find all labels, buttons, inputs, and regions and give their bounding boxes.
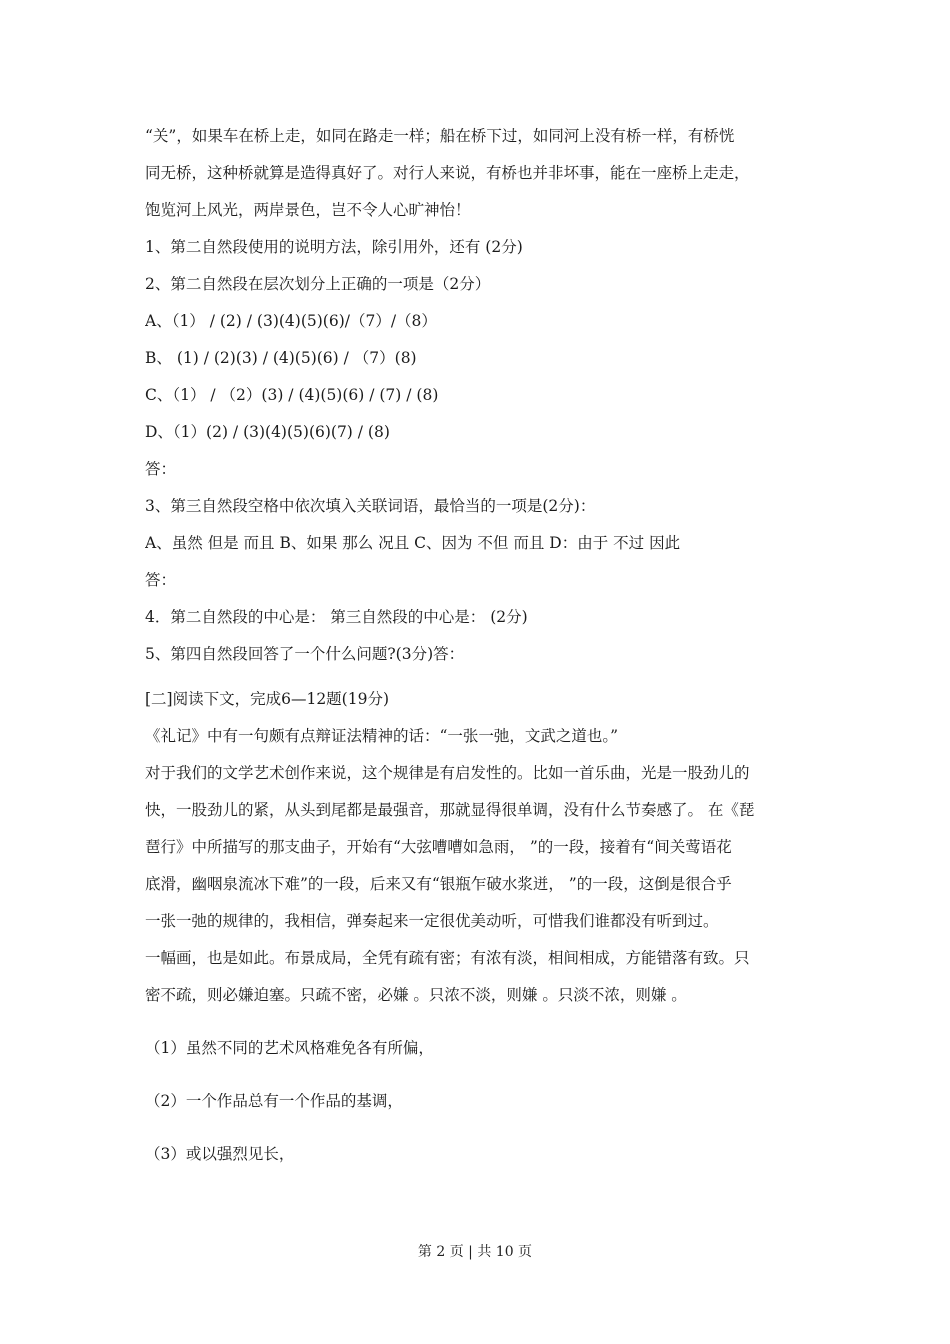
page-footer: 第 2 页 | 共 10 页: [417, 1244, 533, 1260]
section2-line-1: 《礼记》中有一句颇有点辩证法精神的话：“一张一弛，文武之道也。”: [145, 727, 619, 745]
question-1: 1、第二自然段使用的说明方法，除引用外，还有 (2分): [145, 238, 523, 256]
page-content: [145, 118, 810, 1173]
answer-label: 答：: [145, 460, 177, 478]
question-4: 4．第二自然段的中心是： 第三自然段的中心是： (2分): [145, 608, 528, 626]
passage1-line-2: 同无桥，这种桥就算是造得真好了。对行人来说，有桥也并非坏事，能在一座桥上走走，: [145, 164, 750, 182]
question-2-option-b: B、 (1) / (2)(3) / (4)(5)(6) / （7）(8): [145, 349, 417, 367]
question-2-option-d: D、（1）(2) / (3)(4)(5)(6)(7) / (8): [145, 423, 390, 441]
question-3-options: A、虽然 但是 而且 B、如果 那么 况且 C、因为 不但 而且 D：由于 不过 因此: [145, 534, 681, 552]
section2-para2-line-2: 快，一股劲儿的紧，从头到尾都是最强音，那就显得很单调，没有什么节奏感了。 在《琵: [145, 801, 755, 819]
section2-para2-line-3: 琶行》中所描写的那支曲子，开始有“大弦嘈嘈如急雨， ”的一段，接着有“间关莺语花: [145, 838, 732, 856]
spacer: [145, 673, 810, 681]
question-2-option-c: C、（1） / （2）(3) / (4)(5)(6) / (7) / (8): [145, 386, 439, 404]
question-3: 3、第三自然段空格中依次填入关联词语，最恰当的一项是(2分)：: [145, 497, 596, 515]
spacer: [145, 1120, 810, 1136]
spacer: [145, 1014, 810, 1030]
section2-heading: [二]阅读下文，完成6—12题(19分): [145, 690, 389, 708]
section2-para3-line-2: 密不疏，则必嫌迫塞。只疏不密，必嫌 。只浓不淡，则嫌 。只淡不浓，则嫌 。: [145, 986, 687, 1004]
numbered-item-3: （3）或以强烈见长，: [145, 1145, 295, 1163]
passage1-line-3: 饱览河上风光，两岸景色，岂不令人心旷神怡！: [145, 201, 471, 219]
spacer: [145, 1067, 810, 1083]
numbered-item-2: （2）一个作品总有一个作品的基调，: [145, 1092, 403, 1110]
section2-para2-line-1: 对于我们的文学艺术创作来说，这个规律是有启发性的。比如一首乐曲，光是一股劲儿的: [145, 764, 750, 782]
numbered-item-1: （1）虽然不同的艺术风格难免各有所偏，: [145, 1039, 434, 1057]
section2-para2-line-4: 底滑，幽咽泉流冰下难”的一段，后来又有“银瓶乍破水浆迸， ”的一段，这倒是很合乎: [145, 875, 732, 893]
section2-para2-line-5: 一张一弛的规律的，我相信，弹奏起来一定很优美动听，可惜我们谁都没有听到过。: [145, 912, 719, 930]
question-2-option-a: A、（1） / (2) / (3)(4)(5)(6)/（7）/（8）: [145, 312, 437, 330]
passage1-line-1: “关”，如果车在桥上走，如同在路走一样；船在桥下过，如同河上没有桥一样，有桥恍: [145, 127, 735, 145]
question-5: 5、第四自然段回答了一个什么问题?(3分)答：: [145, 645, 465, 663]
question-2: 2、第二自然段在层次划分上正确的一项是（2分）: [145, 275, 491, 293]
section2-para3-line-1: 一幅画，也是如此。布景成局，全凭有疏有密；有浓有淡，相间相成，方能错落有致。只: [145, 949, 750, 967]
answer-label: 答：: [145, 571, 177, 589]
